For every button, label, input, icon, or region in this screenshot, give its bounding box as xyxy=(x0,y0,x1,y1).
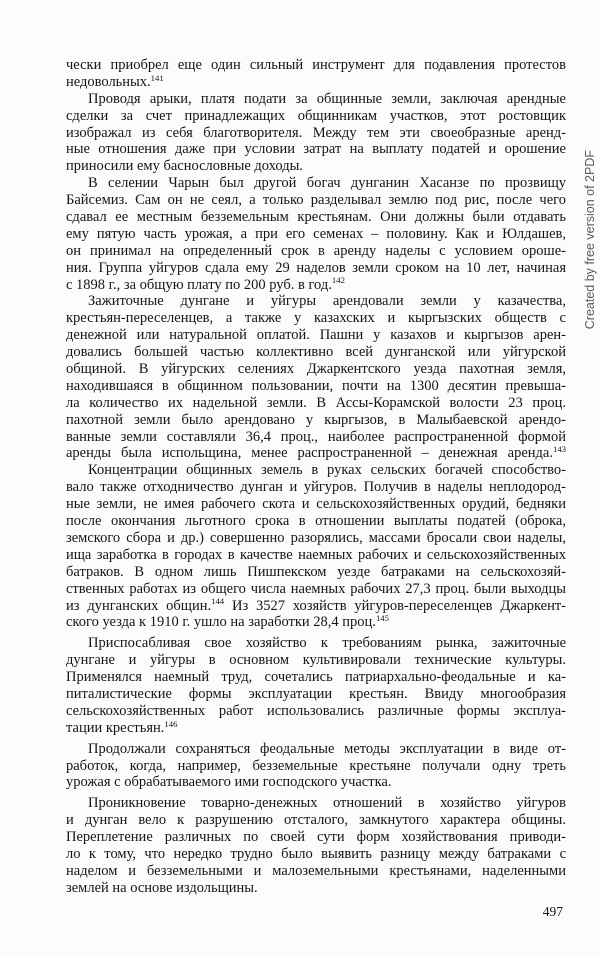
paragraph-3 xyxy=(66,175,566,293)
text-line: он принимал на определенный срок в аренду наделы с условием ороше- xyxy=(66,242,566,259)
watermark: Created by free version of 2PDF xyxy=(583,150,597,330)
text-line: Переплетение различных по своей сути форм хозяйствования приводи- xyxy=(66,829,566,846)
text-line: ственных работах из общего числа наемных рабочих 27,3 проц. были выходцы xyxy=(66,580,566,597)
footnote-ref: 144 xyxy=(211,596,225,607)
text-line: довались большей частью коллективно всей дунганской или уйгурской xyxy=(66,344,566,361)
line-text: тации крестьян. xyxy=(66,719,165,736)
text-line: сделки за счет принадлежащих общинникам участков, этот ростовщик xyxy=(66,107,566,124)
text-line: ища заработка в городах в качестве наемных рабочих и сельскохозяйственных xyxy=(66,546,566,563)
text-line: дунгане и уйгуры в основном культивировали технические культуры. xyxy=(66,652,566,669)
text-line xyxy=(66,614,566,631)
paragraph-8 xyxy=(66,795,566,896)
body-text xyxy=(66,57,566,897)
text-line: Концентрации общинных земель в руках сельских богачей способство- xyxy=(88,462,566,479)
text-line: чески приобрел еще один сильный инструмент для подавления протестов xyxy=(66,57,566,73)
paragraph-5 xyxy=(66,462,566,631)
text-line xyxy=(66,598,566,615)
text-line: находившаяся в общинном пользовании, почти на 1300 десятин превыша- xyxy=(66,377,566,394)
text-line: и дунган вело к разрушению отсталого, замкнутого характера общины. xyxy=(66,812,566,829)
text-line: Зажиточные дунгане и уйгуры арендовали земли у казачества, xyxy=(88,293,566,310)
text-line xyxy=(66,720,566,737)
footnote-ref: 142 xyxy=(331,275,345,286)
text-line: Байсемиз. Сам он не сеял, а только разделывал землю под рис, после чего xyxy=(66,192,566,209)
text-line: изображал из себя благотворителя. Между тем эти своеобразные аренд- xyxy=(66,124,566,141)
text-line: ния. Группа уйгуров сдала ему 29 наделов земли сроком на 10 лет, начиная xyxy=(66,259,566,276)
text-line: Применялся наемный труд, сочетались патриархально-феодальные и ка- xyxy=(66,669,566,686)
text-line xyxy=(66,74,566,91)
text-line: после окончания льготного срока в отношении выплаты податей (оброка, xyxy=(66,513,566,530)
paragraph-1 xyxy=(66,57,566,91)
text-line: приносили ему баснословные доходы. xyxy=(66,158,303,175)
footnote-ref: 146 xyxy=(164,718,178,729)
text-line: ло к тому, что нередко трудно было выявить разницу между батраками с xyxy=(66,845,566,862)
text-line: землей на основе издольщины. xyxy=(66,879,258,896)
page-number: 497 xyxy=(542,904,563,919)
text-line: ла количество их надельной земли. В Ассы-Корамской волости 23 проц. xyxy=(66,394,566,411)
paragraph-4 xyxy=(66,293,566,462)
text-line: Приспосабливая свое хозяйство к требованиям рынка, зажиточные xyxy=(88,635,566,652)
text-line: сдавал ее местным безземельным крестьянам. Они должны были отдавать xyxy=(66,209,566,226)
line-text: Из 3527 хозяйств уйгуров-переселенцев Джаркент- xyxy=(224,597,566,614)
text-line: Проникновение товарно-денежных отношений в хозяйство уйгуров xyxy=(88,795,566,812)
text-line: ванные земли составляли 36,4 проц., наиболее распространенной формой xyxy=(66,428,566,445)
text-line xyxy=(66,445,566,462)
line-text: с 1898 г., за общую плату по 200 руб. в год. xyxy=(66,276,332,293)
text-line: пахотной земли было арендовано у кыргызов, в Малыбаевской арендо- xyxy=(66,411,566,428)
text-line: ные отношения даже при условии затрат на выплату податей и орошение xyxy=(66,141,566,158)
paragraph-7 xyxy=(66,741,566,792)
paragraph-6 xyxy=(66,635,566,736)
line-text: аренды была испольщина, менее распространенной – денежная аренда. xyxy=(66,445,553,462)
text-line: общиной. В уйгурских селениях Джаркентского уезда пахотная земля, xyxy=(66,361,566,378)
text-line: урожая с обрабатываемого ими господского участка. xyxy=(66,774,392,791)
text-line: ему пятую часть урожая, а при его семенах – половину. Как и Юлдашев, xyxy=(66,225,566,242)
footnote-ref: 145 xyxy=(375,613,389,624)
text-line xyxy=(66,277,566,294)
footnote-ref: 143 xyxy=(552,444,566,455)
text-line: наделом и безземельными и малоземельными крестьянами, наделенными xyxy=(66,862,566,879)
text-line: земского сбора и др.) совершенно разорялись, массами бросали свои наделы, xyxy=(66,529,566,546)
text-line: ные земли, не имея рабочего скота и сельскохозяйственных орудий, бедняки xyxy=(66,496,566,513)
paragraph-2 xyxy=(66,91,566,175)
text-line: Продолжали сохраняться феодальные методы эксплуатации в виде от- xyxy=(88,740,566,757)
line-text: недовольных. xyxy=(66,73,151,90)
footnote-ref: 141 xyxy=(150,72,164,83)
line-text: ского уезда к 1910 г. ушло на заработки 28,4 проц. xyxy=(66,614,376,631)
text-line: работок, когда, например, безземельные крестьяне получали одну треть xyxy=(66,757,566,774)
line-text: из дунганских общин. xyxy=(66,597,212,614)
text-line: крестьян-переселенцев, а также у казахских и кыргызских обществ с xyxy=(66,310,566,327)
text-line: питалистические формы эксплуатации крестьян. Ввиду многообразия xyxy=(66,685,566,702)
text-line: сельскохозяйственных работ использовались различные формы эксплуа- xyxy=(66,702,566,719)
text-line: Проводя арыки, платя подати за общинные земли, заключая арендные xyxy=(88,90,566,107)
text-line: батраков. В одном лишь Пишпекском уезде батраками на сельскохозяй- xyxy=(66,563,566,580)
text-line: В селении Чарын был другой богач дунганин Хасанзе по прозвищу xyxy=(88,175,566,192)
text-line: вало также отходничество дунган и уйгуров. Получив в наделы неплодород- xyxy=(66,479,566,496)
text-line: денежной или натуральной оплатой. Пашни у казахов и кыргызов арен- xyxy=(66,327,566,344)
